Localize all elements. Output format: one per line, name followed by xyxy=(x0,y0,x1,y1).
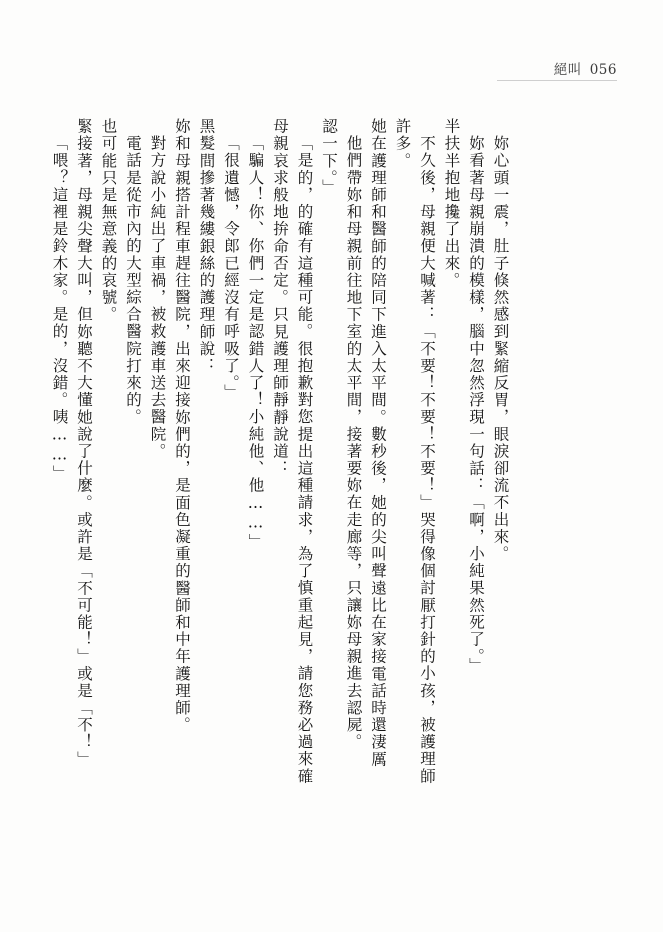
text-column: 妳和母親搭計程車趕往醫院，出來迎接妳們的，是面色凝重的醫師和中年護理師。 xyxy=(173,118,191,734)
text-column: 黑髮間摻著幾縷銀絲的護理師說： xyxy=(197,118,216,375)
text-column: 也可能只是無意義的哀號。 xyxy=(99,118,118,324)
page-number: 056 xyxy=(589,62,617,78)
text-column: 「喂？這裡是鈴木家。是的，沒錯。咦……」 xyxy=(50,135,69,482)
text-column: 許多。 xyxy=(393,118,412,170)
text-column: 妳心頭一震，肚子倏然感到緊縮反胃，眼淚卻流不出來。 xyxy=(491,135,510,563)
running-head xyxy=(554,58,617,78)
text-column: 不久後，母親便大喊著：「不要！不要！不要！」哭得像個討厭打針的小孩，被護理師 xyxy=(418,135,436,785)
text-column: 認一下。」 xyxy=(320,118,338,196)
text-column: 半扶半抱地攙了出來。 xyxy=(442,118,461,289)
text-column: 緊接著，母親尖聲大叫，但妳聽不大懂她說了什麼。或許是「不可能！」或是「不！」 xyxy=(75,118,93,768)
text-column: 電話是從市內的大型綜合醫院打來的。 xyxy=(124,135,142,426)
text-column: 「很遺憾，令郎已經沒有呼吸了。」 xyxy=(222,135,240,401)
text-column: 對方說小純出了車禍，被救護車送去醫院。 xyxy=(148,135,167,460)
text-column: 妳看著母親崩潰的模樣，腦中忽然浮現一句話：「啊，小純果然死了。」 xyxy=(467,135,485,675)
body-text xyxy=(51,118,611,818)
text-column: 「是的，的確有這種可能。很抱歉對您提出這種請求，為了慎重起見，請您務必過來確 xyxy=(295,135,314,785)
text-column: 她在護理師和醫師的陪同下進入太平間。數秒後，她的尖叫聲遠比在家接電話時還淒厲 xyxy=(369,118,387,768)
header-rule xyxy=(497,80,617,81)
text-column: 「騙人！你、你們一定是認錯人了！小純他、他……」 xyxy=(246,135,265,551)
text-column: 他們帶妳和母親前往地下室的太平間，接著要妳在走廊等，只讓妳母親進去認屍。 xyxy=(344,135,363,751)
text-column: 母親哀求般地拚命否定。只見護理師靜靜說道： xyxy=(271,118,289,478)
running-head-title: 絕叫 xyxy=(553,62,582,78)
